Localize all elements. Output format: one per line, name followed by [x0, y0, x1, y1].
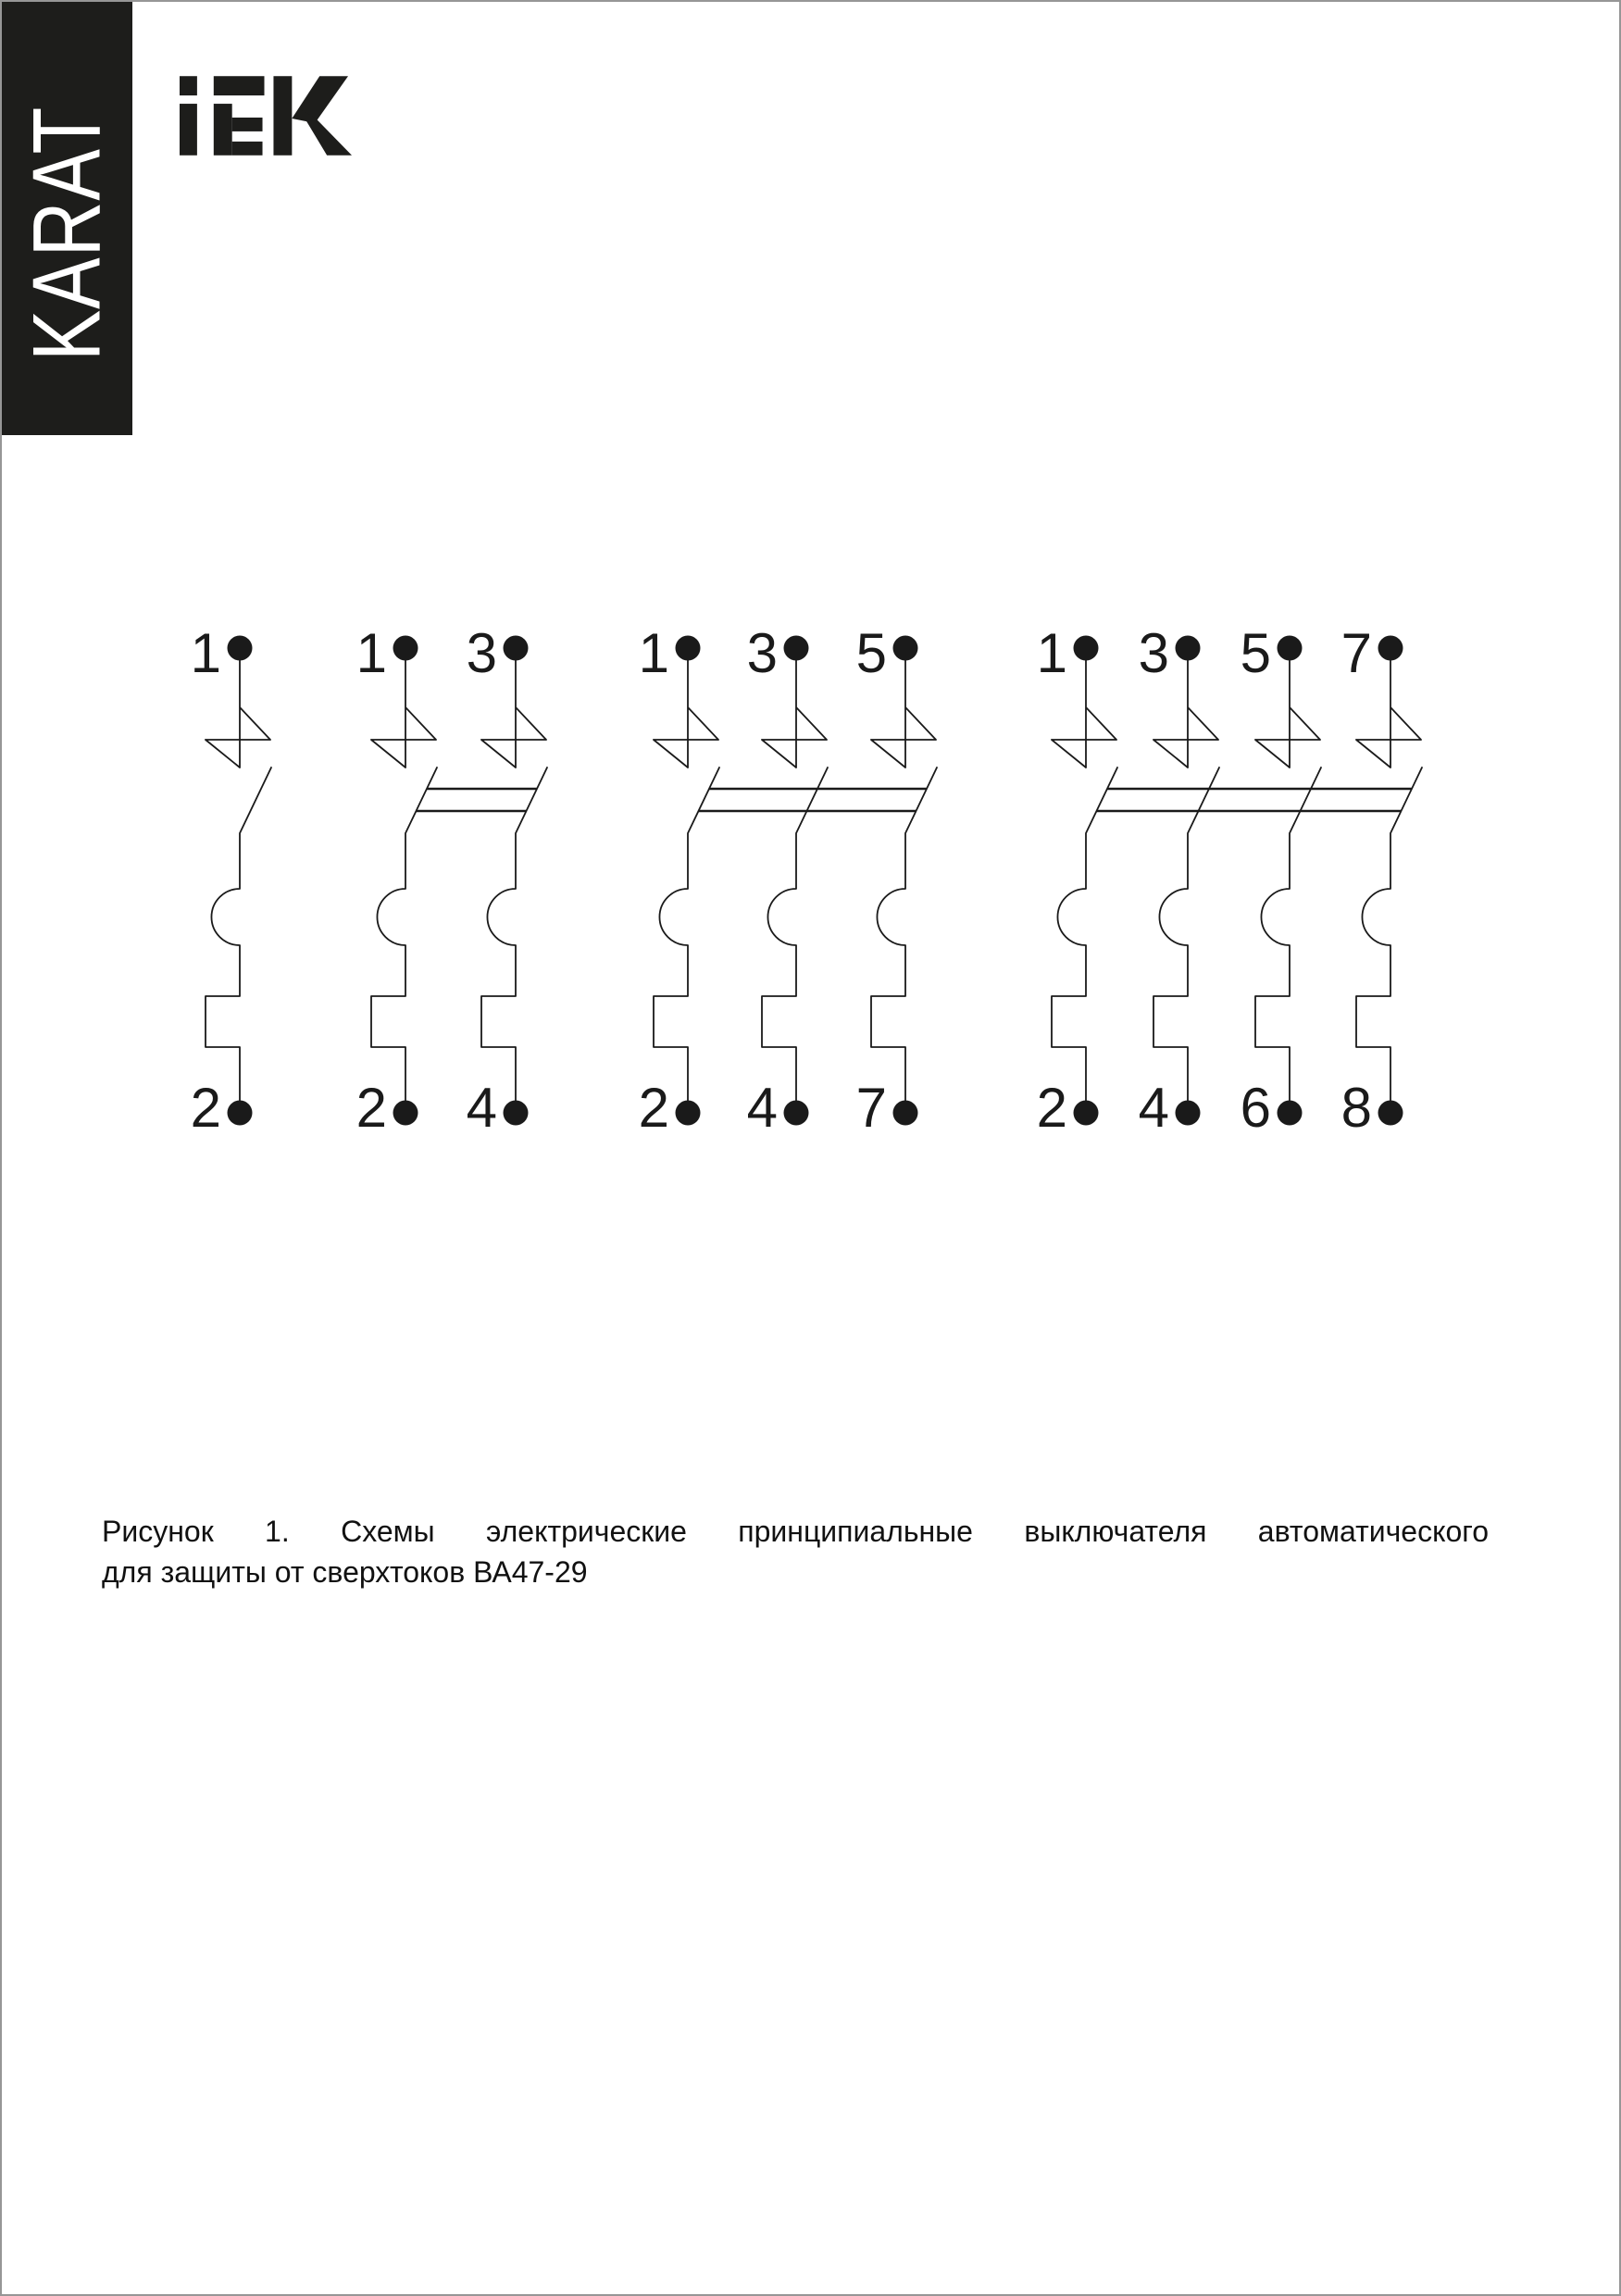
pole-circuit-path [371, 648, 437, 1113]
terminal-dot-bottom [676, 1101, 701, 1126]
pole [467, 622, 547, 1139]
pole-circuit-path [206, 648, 271, 1113]
terminal-dot-top [504, 636, 529, 661]
pole [747, 622, 828, 1139]
iek-logo-e-bottom-arm [232, 142, 263, 156]
diagram-breaker-1-pole [191, 622, 271, 1139]
pole [356, 622, 437, 1139]
terminal-label-top: 3 [466, 622, 497, 684]
pole [1037, 622, 1117, 1139]
diagram-breaker-4-pole [1037, 622, 1422, 1139]
terminal-label-top: 3 [746, 622, 778, 684]
terminal-dot-bottom [393, 1101, 418, 1126]
terminal-label-bottom: 7 [855, 1077, 887, 1139]
terminal-label-bottom: 4 [1138, 1077, 1169, 1139]
terminal-dot-top [228, 636, 253, 661]
pole-circuit-path [1255, 648, 1321, 1113]
terminal-label-top: 1 [355, 622, 387, 684]
terminal-dot-bottom [784, 1101, 809, 1126]
iek-logo-e-spine [214, 104, 232, 156]
terminal-label-top: 7 [1340, 622, 1372, 684]
pole-circuit-path [654, 648, 719, 1113]
circuit-breaker-diagrams [2, 2, 1619, 2294]
pole [1139, 622, 1219, 1139]
pole [1241, 622, 1321, 1139]
terminal-label-top: 1 [638, 622, 669, 684]
iek-logo-k-stem [273, 76, 292, 156]
pole-circuit-path [1356, 648, 1422, 1113]
terminal-label-bottom: 8 [1340, 1077, 1372, 1139]
trip-bar-linkage [417, 789, 538, 811]
terminal-dot-bottom [1378, 1101, 1403, 1126]
diagram-breaker-3-pole [639, 622, 937, 1139]
pole-circuit-path [871, 648, 937, 1113]
pole-circuit-path [1153, 648, 1219, 1113]
terminal-dot-top [1278, 636, 1303, 661]
terminal-dot-top [676, 636, 701, 661]
terminal-dot-bottom [1278, 1101, 1303, 1126]
terminal-label-bottom: 2 [355, 1077, 387, 1139]
terminal-label-bottom: 4 [466, 1077, 497, 1139]
terminal-label-bottom: 6 [1240, 1077, 1271, 1139]
diagram-breaker-2-pole [356, 622, 547, 1139]
terminal-label-bottom: 2 [190, 1077, 221, 1139]
iek-logo-i-stem [180, 104, 197, 156]
terminal-label-top: 5 [855, 622, 887, 684]
iek-logo-i-dot [180, 76, 197, 95]
terminal-label-bottom: 2 [1036, 1077, 1067, 1139]
terminal-dot-top [393, 636, 418, 661]
caption-line-1: Рисунок 1. Схемы электрические принципиальные выключателя автоматического [102, 1515, 1489, 1548]
terminal-dot-bottom [1074, 1101, 1099, 1126]
terminal-label-top: 5 [1240, 622, 1271, 684]
iek-logo-k-upper-arm [292, 76, 348, 123]
caption-line-2: для защиты от сверхтоков ВА47-29 [102, 1555, 588, 1589]
figure-caption [102, 1511, 1489, 1592]
pole-circuit-path [1052, 648, 1117, 1113]
trip-bar-linkage [1097, 789, 1413, 811]
pole [191, 622, 271, 1139]
iek-logo [179, 75, 354, 156]
terminal-label-top: 1 [190, 622, 221, 684]
terminal-dot-top [893, 636, 918, 661]
terminal-dot-top [1176, 636, 1201, 661]
pole-circuit-path [762, 648, 828, 1113]
terminal-label-bottom: 4 [746, 1077, 778, 1139]
iek-logo-k-lower-arm [299, 109, 352, 156]
terminal-dot-bottom [228, 1101, 253, 1126]
karat-brand-text: KARAT [13, 106, 121, 361]
pole [1341, 622, 1422, 1139]
iek-logo-e-top-bar [214, 76, 265, 95]
terminal-dot-bottom [504, 1101, 529, 1126]
terminal-dot-top [1378, 636, 1403, 661]
pole-circuit-path [481, 648, 547, 1113]
terminal-dot-top [784, 636, 809, 661]
iek-logo-e-mid-arm [232, 118, 263, 131]
pole [639, 622, 719, 1139]
karat-banner [2, 2, 132, 435]
terminal-dot-bottom [1176, 1101, 1201, 1126]
terminal-label-top: 3 [1138, 622, 1169, 684]
pole [856, 622, 937, 1139]
terminal-dot-bottom [893, 1101, 918, 1126]
terminal-label-top: 1 [1036, 622, 1067, 684]
terminal-label-bottom: 2 [638, 1077, 669, 1139]
terminal-dot-top [1074, 636, 1099, 661]
